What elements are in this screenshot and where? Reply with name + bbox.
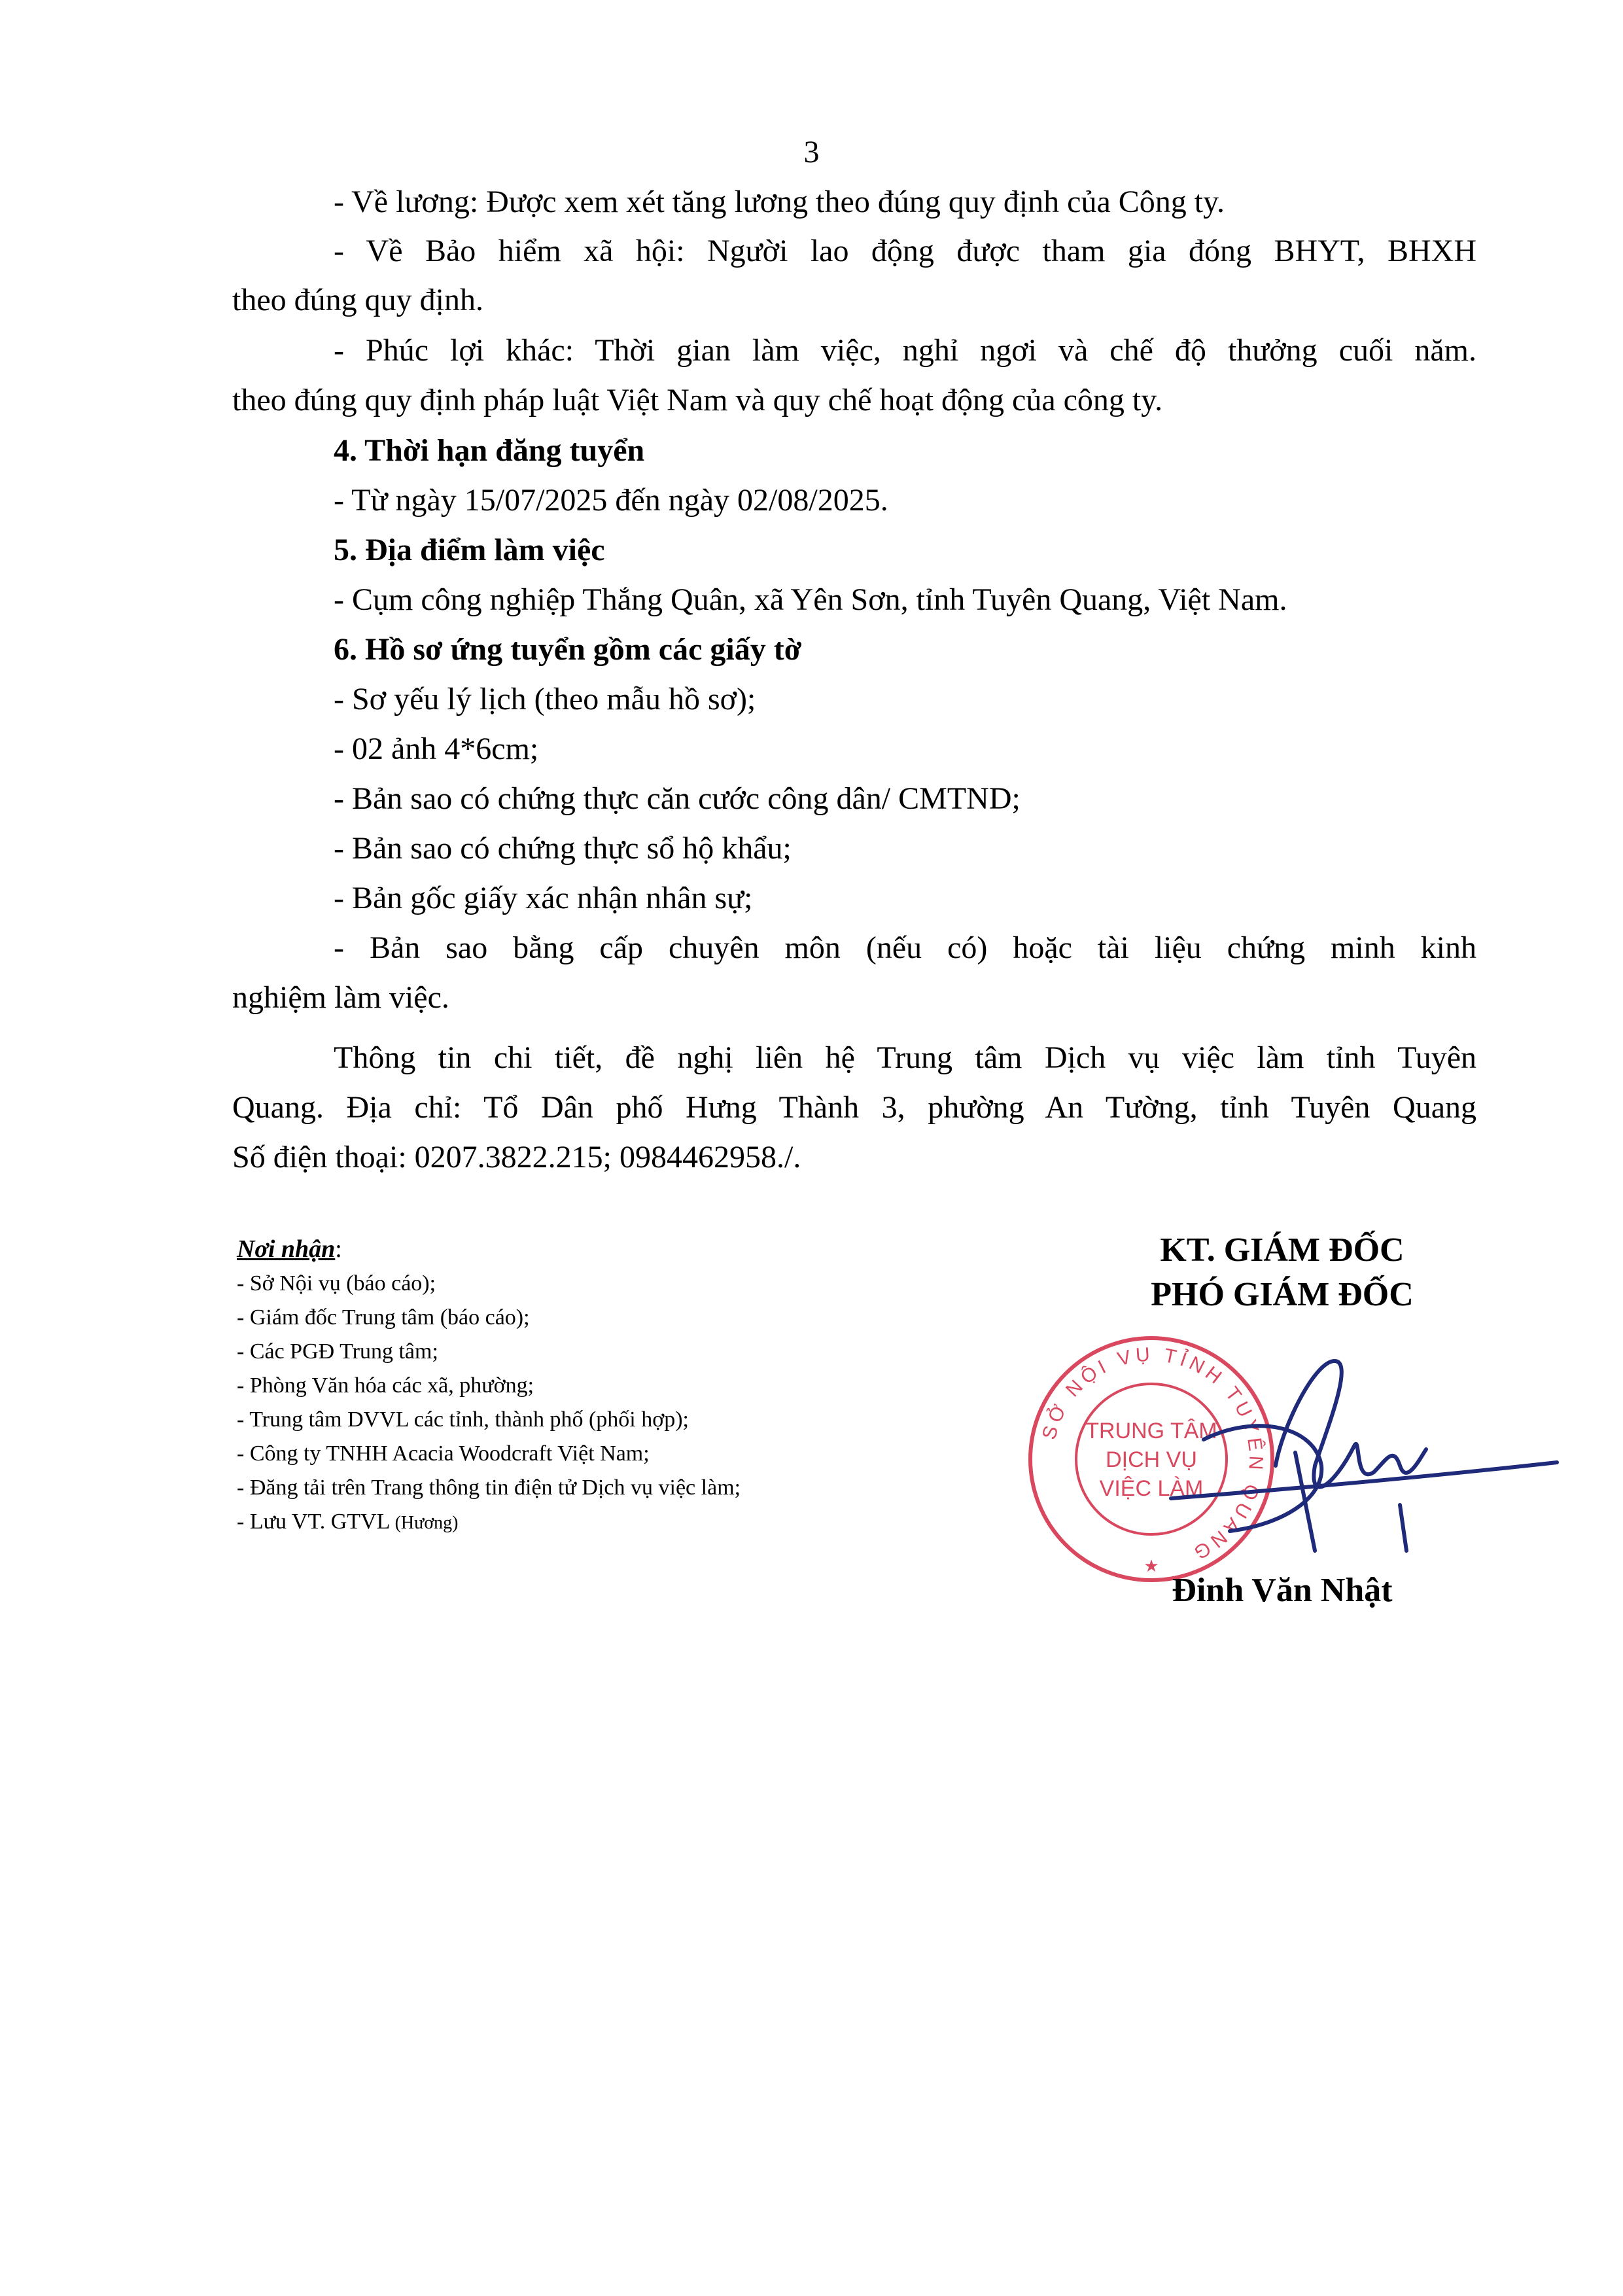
doc-item-6: - Bản sao bằng cấp chuyên môn (nếu có) hoặc tài liệu chứng minh kinh [334, 930, 1476, 965]
signer-title-2: PHÓ GIÁM ĐỐC [1151, 1276, 1414, 1313]
section-5-heading: 5. Địa điểm làm việc [334, 533, 605, 567]
recipient-item: - Phòng Văn hóa các xã, phường; [237, 1373, 534, 1398]
benefits-line: - Phúc lợi khác: Thời gian làm việc, nghỉ ngơi và chế độ thưởng cuối năm. [334, 333, 1476, 368]
recipient-item: - Đăng tải trên Trang thông tin điện tử Dịch vụ việc làm; [237, 1475, 741, 1500]
period-line: - Từ ngày 15/07/2025 đến ngày 02/08/2025. [334, 483, 888, 518]
recipients-heading: Nơi nhận: [237, 1235, 342, 1263]
recipient-item: - Công ty TNHH Acacia Woodcraft Việt Nam; [237, 1441, 650, 1466]
page-number: 3 [803, 135, 820, 169]
insurance-line: - Về Bảo hiểm xã hội: Người lao động được tham gia đóng BHYT, BHXH [334, 234, 1476, 268]
benefits-line-cont: theo đúng quy định pháp luật Việt Nam và quy chế hoạt động của công ty. [232, 383, 1163, 417]
contact-line-3: Số điện thoại: 0207.3822.215; 0984462958./. [232, 1140, 801, 1174]
section-6-heading: 6. Hồ sơ ứng tuyển gồm các giấy tờ [334, 632, 802, 667]
stamp-line-2: DỊCH VỤ [1106, 1447, 1197, 1472]
contact-line-1: Thông tin chi tiết, đề nghị liên hệ Trung tâm Dịch vụ việc làm tỉnh Tuyên [334, 1040, 1476, 1075]
salary-line: - Về lương: Được xem xét tăng lương theo đúng quy định của Công ty. [334, 185, 1225, 219]
stamp-line-1: TRUNG TÂM [1085, 1419, 1217, 1443]
stamp-line-3: VIỆC LÀM [1099, 1476, 1204, 1501]
stamp-ring-text: SỞ NỘI VỤ TỈNH TUYÊN QUANG [1038, 1343, 1267, 1566]
doc-item-3: - Bản sao có chứng thực căn cước công dân/ CMTND; [334, 781, 1021, 816]
recipient-item: - Giám đốc Trung tâm (báo cáo); [237, 1305, 530, 1330]
svg-text:★: ★ [1143, 1557, 1159, 1576]
doc-item-2: - 02 ảnh 4*6cm; [334, 732, 539, 766]
recipient-item: - Sở Nội vụ (báo cáo); [237, 1271, 436, 1296]
doc-item-4: - Bản sao có chứng thực sổ hộ khẩu; [334, 831, 792, 866]
section-4-heading: 4. Thời hạn đăng tuyển [334, 433, 645, 468]
recipient-item: - Lưu VT. GTVL (Hương) [237, 1510, 459, 1534]
doc-item-5: - Bản gốc giấy xác nhận nhân sự; [334, 881, 753, 915]
insurance-line-cont: theo đúng quy định. [232, 283, 483, 317]
recipient-item: - Các PGĐ Trung tâm; [237, 1339, 438, 1364]
doc-item-6-cont: nghiệm làm việc. [232, 980, 449, 1015]
signer-title-1: KT. GIÁM ĐỐC [1160, 1231, 1405, 1269]
location-line: - Cụm công nghiệp Thắng Quân, xã Yên Sơn, tỉnh Tuyên Quang, Việt Nam. [334, 582, 1287, 617]
contact-line-2: Quang. Địa chỉ: Tổ Dân phố Hưng Thành 3, phường An Tường, tỉnh Tuyên Quang [232, 1090, 1476, 1125]
recipient-item: - Trung tâm DVVL các tỉnh, thành phố (phối hợp); [237, 1407, 689, 1432]
signer-name: Đinh Văn Nhật [1172, 1572, 1393, 1609]
doc-item-1: - Sơ yếu lý lịch (theo mẫu hồ sơ); [334, 682, 756, 716]
recipient-note: (Hương) [394, 1513, 459, 1533]
handwritten-signature [1164, 1335, 1583, 1570]
